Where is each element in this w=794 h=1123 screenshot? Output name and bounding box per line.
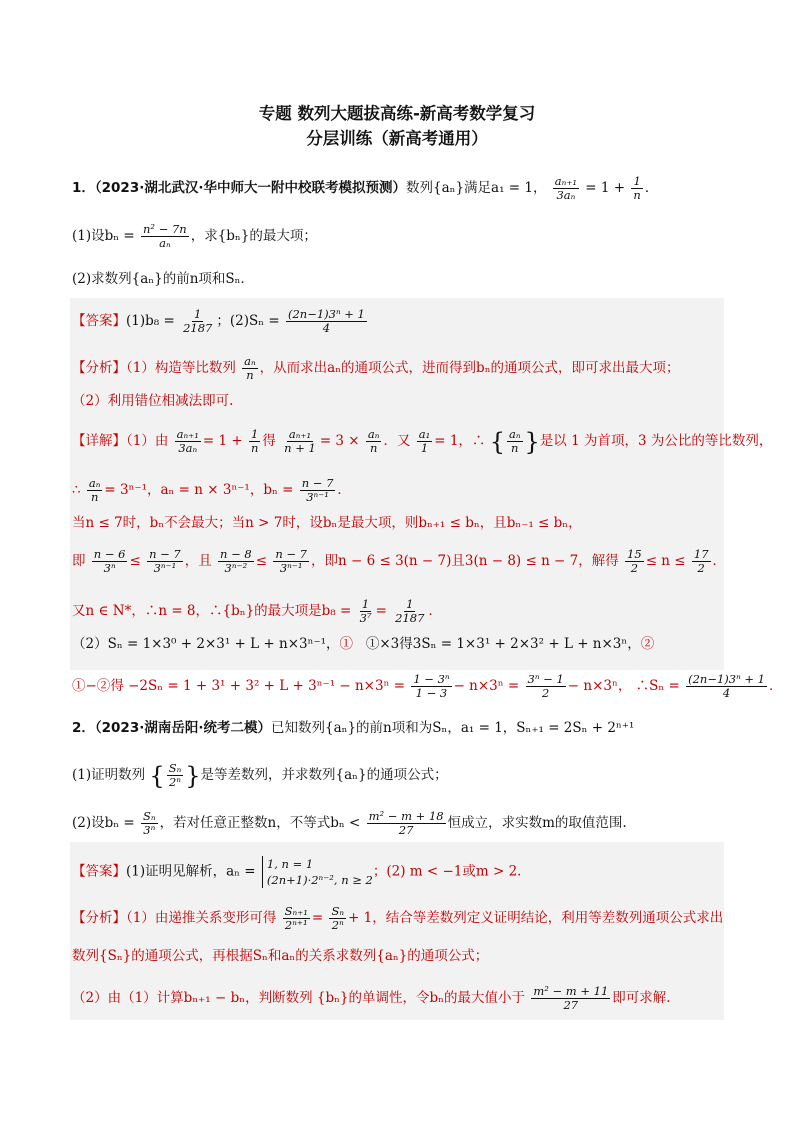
q1-part2: (2)求数列{aₙ}的前n项和Sₙ． bbox=[72, 271, 254, 287]
q1-part1 bbox=[72, 223, 724, 250]
q2-ana1-b: = bbox=[311, 910, 324, 926]
q1-p1-post: ，求{bₙ}的最大项； bbox=[190, 228, 317, 244]
q1-ana1-frac: $\frac{\text{aₙ}}{n}$ bbox=[244, 354, 256, 382]
q1-l7-b: − n×3ⁿ = bbox=[453, 678, 520, 694]
q1-l4-c: ，且 bbox=[184, 553, 212, 569]
q1-det1-f: = 1，∴ bbox=[434, 433, 486, 449]
q1-l4-f5: $\frac{15}{2}$ bbox=[627, 547, 642, 575]
q1-analysis-tag: 【分析】 bbox=[72, 360, 126, 376]
q1-ans2-frac: $\frac{\text{(2n−1)3ⁿ + 1}}{4}$ bbox=[287, 307, 365, 335]
q2-ana1-f1: $\frac{\text{Sₙ₊₁}}{\text{2ⁿ⁺¹}}$ bbox=[284, 904, 308, 932]
q2-p2-f2: $\frac{\text{m² − m + 18}}{27}$ bbox=[368, 809, 444, 837]
q1-l5-b: = bbox=[375, 603, 387, 619]
q2-p1-brace: { $\frac{\text{Sₙ}}{\text{2ⁿ}}$ } bbox=[149, 761, 201, 790]
q1-head: 1．（2023·湖北武汉·华中师大一附中校联考模拟预测） bbox=[72, 180, 406, 196]
q1-l2-c: ． bbox=[337, 482, 351, 498]
q2-analysis-1 bbox=[72, 905, 724, 932]
q1-l4-d: ≤ bbox=[255, 553, 268, 569]
q1-det1-g: 是以 1 为首项，3 为公比的等比数列， bbox=[539, 433, 773, 449]
q2-ana3-a: （2）由（1）计算bₙ₊₁ − bₙ，判断数列 {bₙ}的单调性，令bₙ的最大值小于 bbox=[72, 990, 526, 1006]
q1-det1-a: （1）由 bbox=[126, 433, 169, 449]
q1-detail-7 bbox=[72, 672, 783, 700]
q2-ana1-f2: $\frac{\text{Sₙ}}{\text{2ⁿ}}$ bbox=[331, 904, 345, 932]
q1-l2-a: ∴ bbox=[72, 482, 81, 498]
q1-l4-f2: $\frac{n - 7}{\text{3ⁿ⁻¹}}$ bbox=[149, 547, 181, 575]
q1-l4-g: ． bbox=[712, 553, 727, 569]
q1-detail-1 bbox=[72, 427, 773, 456]
q1-det1-f3: $\frac{\text{aₙ₊₁}}{n + 1}$ bbox=[284, 427, 316, 455]
q1-l7-f1: $\frac{\text{1 − 3ⁿ}}{1 - 3}$ bbox=[413, 672, 450, 700]
q1-ana1-post: ，从而求出aₙ的通项公式，进而得到bₙ的通项公式，即可求出最大项； bbox=[259, 360, 680, 376]
q1-frac: $\frac{\text{aₙ₊₁}}{\text{3aₙ}}$ bbox=[554, 174, 577, 202]
q1-analysis-1 bbox=[72, 355, 724, 382]
q1-stem bbox=[72, 175, 724, 202]
q2-stem bbox=[72, 717, 724, 739]
q1-l7-f3: $\frac{\text{(2n−1)3ⁿ + 1}}{4}$ bbox=[688, 672, 765, 700]
q1-l7-circles: ①−② bbox=[72, 678, 111, 694]
q1-det1-f1: $\frac{\text{aₙ₊₁}}{\text{3aₙ}}$ bbox=[176, 427, 199, 455]
q1-l6-a: （2）Sₙ = 1×3⁰ + 2×3¹ + L + n×3ⁿ⁻¹， bbox=[72, 636, 340, 652]
q1-detail-3: 当n ≤ 7时，bₙ不会最大；当n > 7时，设bₙ是最大项，则bₙ₊₁ ≤ bₙ，且bₙ₋₁ ≤ bₙ， bbox=[72, 515, 582, 531]
q2-ans-a: (1)证明见解析，aₙ = bbox=[126, 863, 256, 880]
q1-l4-f: ≤ n ≤ bbox=[645, 553, 686, 569]
q1-period: ． bbox=[644, 180, 659, 196]
q1-detail-4 bbox=[72, 547, 727, 575]
q1-l4-f6: $\frac{17}{2}$ bbox=[693, 547, 709, 575]
q2-analysis-2: 数列{Sₙ}的通项公式，再根据Sₙ和aₙ的关系求数列{aₙ}的通项公式； bbox=[72, 948, 489, 964]
q2-p2-f1: $\frac{\text{Sₙ}}{\text{3ⁿ}}$ bbox=[143, 809, 156, 837]
q2-analysis-3 bbox=[72, 985, 724, 1012]
q2-ana3-frac: $\frac{\text{m² − m + 11}}{27}$ bbox=[533, 984, 609, 1012]
q1-l7-f2: $\frac{\text{3ⁿ − 1}}{2}$ bbox=[527, 672, 564, 700]
q1-det1-f2: $\frac{1}{n}$ bbox=[250, 427, 259, 455]
q1-answer-tag: 【答案】 bbox=[72, 313, 126, 329]
q1-det1-f4: $\frac{\text{aₙ}}{n}$ bbox=[367, 427, 380, 455]
q1-ans1-pre: (1)b₈ = bbox=[126, 313, 175, 329]
q2-part1 bbox=[72, 762, 724, 789]
q2-p2-c: 恒成立，求实数m的取值范围. bbox=[447, 815, 627, 831]
q1-l2-b: = 3ⁿ⁻¹，aₙ = n × 3ⁿ⁻¹，bₙ = bbox=[104, 482, 294, 498]
q1-analysis-2: （2）利用错位相减法即可. bbox=[72, 393, 234, 409]
q2-p2-a: (2)设bₙ = bbox=[72, 815, 135, 831]
q1-l4-f1: $\frac{n - 6}{\text{3ⁿ}}$ bbox=[93, 547, 126, 575]
q2-ans-cases: 1, n = 1 (2n+1)·2ⁿ⁻², n ≥ 2 bbox=[262, 856, 373, 888]
q1-l7-e: ． bbox=[769, 678, 783, 694]
q1-ana1-pre: （1）构造等比数列 bbox=[126, 360, 236, 376]
q1-l4-b: ≤ bbox=[129, 553, 141, 569]
q1-p1-frac: $\frac{\text{n² − 7n}}{\text{aₙ}}$ bbox=[143, 222, 187, 250]
q1-l4-e: ，即n − 6 ≤ 3(n − 7)且3(n − 8) ≤ n − 7，解得 bbox=[311, 553, 619, 569]
q1-det1-brace: { $\frac{\text{aₙ}}{n}$ } bbox=[489, 427, 540, 456]
q1-l4-f4: $\frac{n - 7}{\text{3ⁿ⁻¹}}$ bbox=[275, 547, 307, 575]
q1-l6-circle1: ① bbox=[339, 636, 353, 652]
doc-subtitle: 分层训练（新高考通用） bbox=[306, 129, 488, 148]
q1-l5-a: 又n ∈ N*，∴n = 8，∴{bₙ}的最大项是b₈ = bbox=[72, 603, 352, 619]
q1-l4-f3: $\frac{n - 8}{\text{3ⁿ⁻²}}$ bbox=[220, 547, 252, 575]
q1-l5-f2: $\frac{1}{2187}$ bbox=[395, 597, 425, 625]
q1-detail-tag: 【详解】 bbox=[72, 433, 126, 449]
q2-ana1-c: + 1，结合等差数列定义证明结论，利用等差数列通项公式求出 bbox=[348, 910, 724, 926]
q2-ana1-a: （1）由递推关系变形可得 bbox=[126, 910, 277, 926]
q2-p1-a: (1)证明数列 bbox=[72, 767, 146, 783]
q1-det1-b: = 1 + bbox=[202, 433, 243, 449]
q1-p1-pre: (1)设bₙ = bbox=[72, 228, 135, 244]
q1-ans-sep: ；(2)Sₙ = bbox=[216, 313, 280, 329]
q1-detail-2 bbox=[72, 477, 724, 504]
q1-eq: = 1 + bbox=[585, 180, 626, 196]
q1-detail-6 bbox=[72, 633, 724, 655]
q2-stem-text: 已知数列{aₙ}的前n项和为Sₙ，a₁ = 1，Sₙ₊₁ = 2Sₙ + 2ⁿ⁺¹ bbox=[270, 720, 635, 736]
q1-l2-f2: $\frac{n - 7}{\text{3ⁿ⁻¹}}$ bbox=[301, 476, 334, 504]
doc-title: 专题 数列大题拔高练-新高考数学复习 bbox=[258, 104, 536, 123]
q1-l5-c: ． bbox=[428, 603, 442, 619]
q1-stem-text: 数列{aₙ}满足a₁ = 1， bbox=[405, 180, 547, 196]
q1-ans1-frac: $\frac{1}{2187}$ bbox=[183, 307, 213, 335]
q1-det1-c: 得 bbox=[262, 433, 276, 449]
q2-p1-b: 是等差数列，并求数列{aₙ}的通项公式； bbox=[200, 767, 448, 783]
q1-l6-b: ①×3得3Sₙ = 1×3¹ + 2×3² + L + n×3ⁿ， bbox=[365, 636, 641, 652]
q2-p2-b: ，若对任意正整数n，不等式bₙ < bbox=[159, 815, 361, 831]
q2-answer-tag: 【答案】 bbox=[72, 863, 126, 880]
q1-l4-a: 即 bbox=[72, 553, 86, 569]
q1-det1-e: ．又 bbox=[383, 433, 411, 449]
q1-det1-d: = 3 × bbox=[319, 433, 360, 449]
q2-answer bbox=[72, 856, 724, 888]
q1-l2-f1: $\frac{\text{aₙ}}{n}$ bbox=[88, 476, 101, 504]
q1-l6-circle2: ② bbox=[640, 636, 655, 652]
q2-head: 2．（2023·湖南岳阳·统考二模） bbox=[72, 720, 271, 736]
q1-answer bbox=[72, 308, 724, 335]
q2-analysis-tag: 【分析】 bbox=[72, 910, 126, 926]
q1-l5-f1: $\frac{1}{\text{3⁷}}$ bbox=[359, 597, 372, 625]
q1-l7-d: − n×3ⁿ， ∴Sₙ = bbox=[567, 678, 680, 694]
q2-ans-b: ；(2) m < −1或m > 2． bbox=[372, 863, 531, 880]
q1-l7-a: 得 −2Sₙ = 1 + 3¹ + 3² + L + 3ⁿ⁻¹ − n×3ⁿ = bbox=[110, 678, 406, 694]
q1-frac-1n: $\frac{1}{n}$ bbox=[633, 174, 641, 202]
q1-det1-f5: $\frac{\text{a₁}}{1}$ bbox=[418, 427, 431, 455]
q2-ana3-b: 即可求解. bbox=[612, 990, 671, 1006]
q1-detail-5 bbox=[72, 598, 724, 625]
q2-part2 bbox=[72, 810, 724, 837]
